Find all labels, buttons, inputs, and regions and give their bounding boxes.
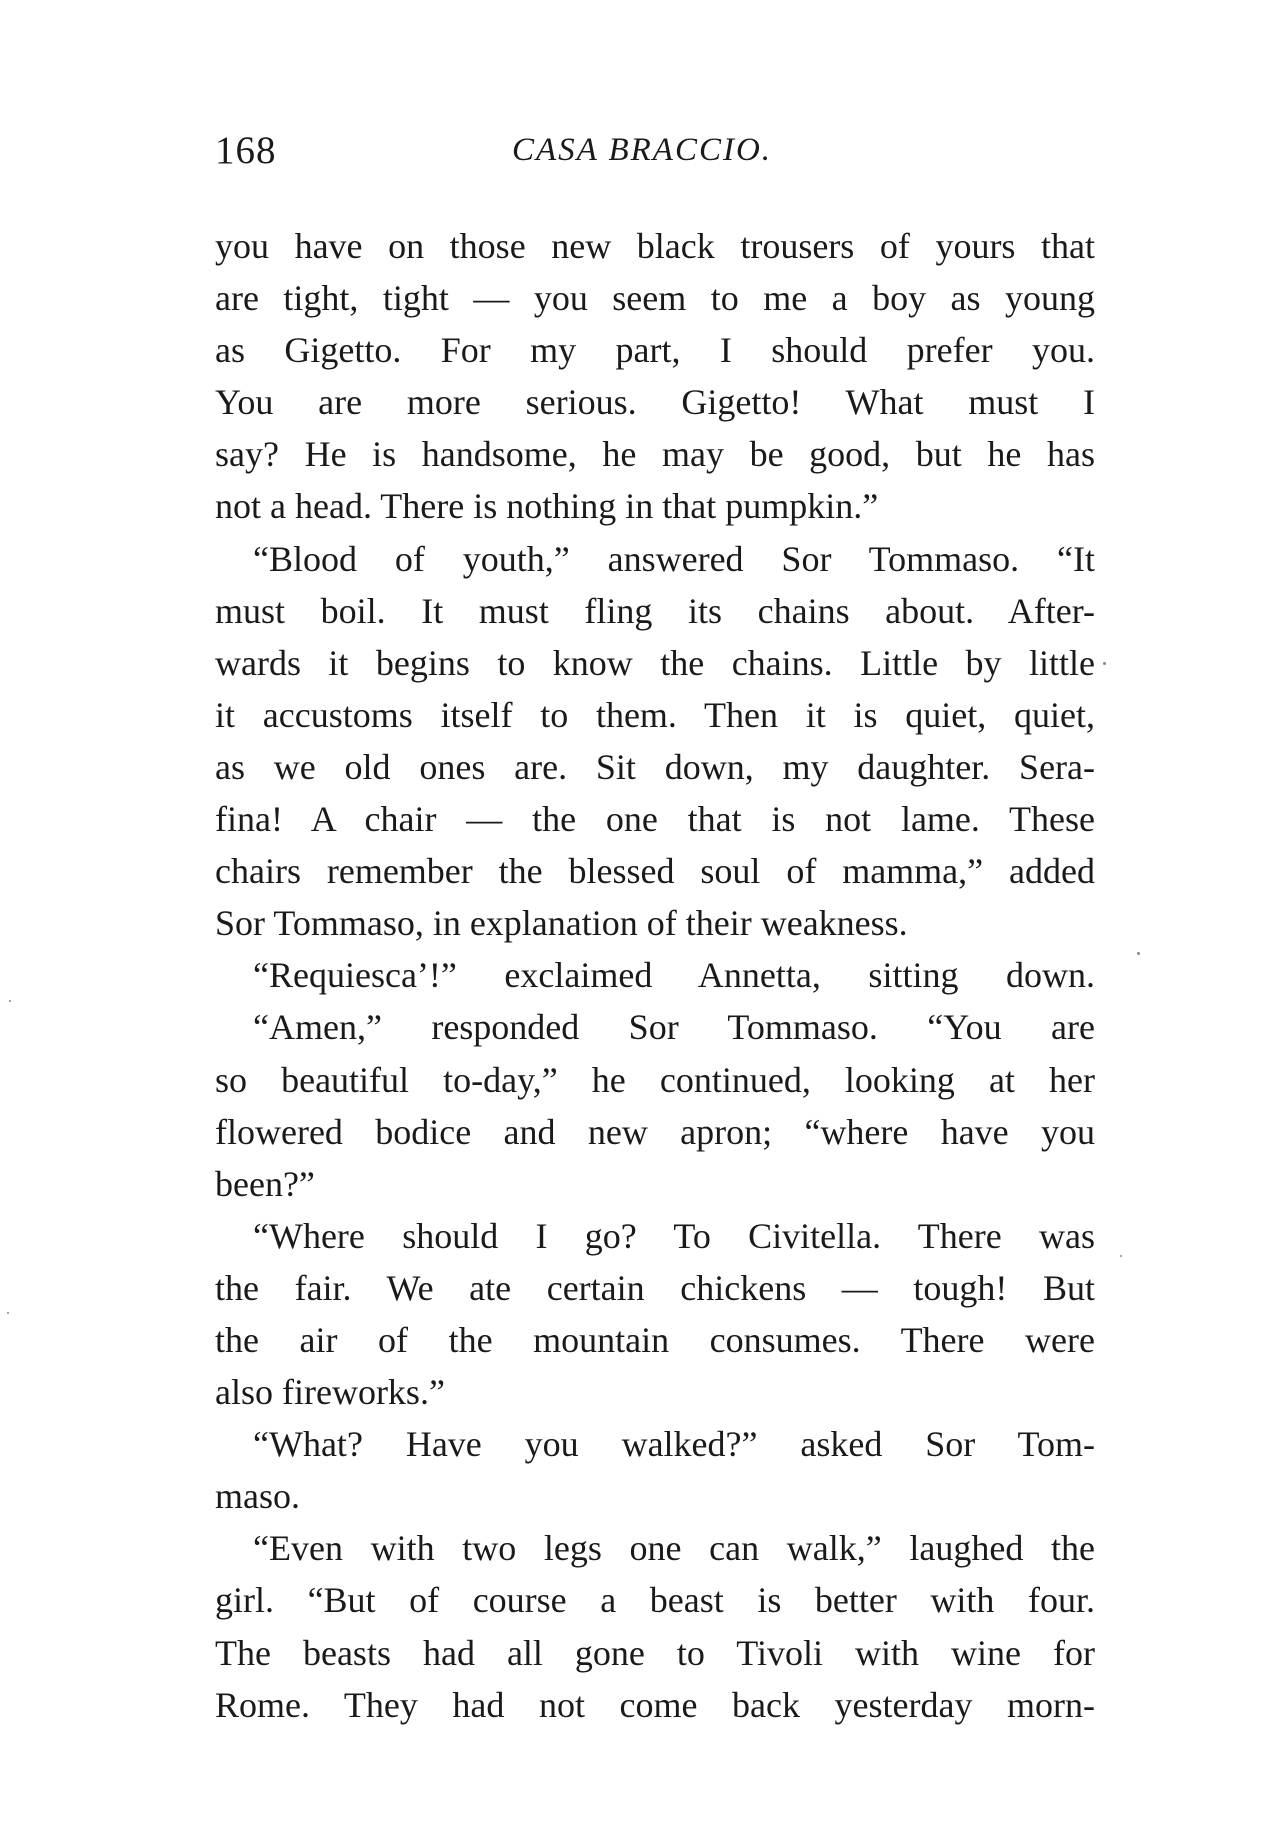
text-line: “Amen,” responded Sor Tommaso. “You are <box>253 1007 1095 1048</box>
text-line: also fireworks.” <box>215 1372 445 1413</box>
paper-speck <box>7 1312 9 1314</box>
text-line: “Even with two legs one can walk,” laughed the <box>253 1528 1095 1569</box>
paper-speck <box>9 1000 11 1002</box>
text-line: You are more serious. Gigetto! What must I <box>215 382 1095 423</box>
text-line: it accustoms itself to them. Then it is quiet, quiet, <box>215 694 1095 735</box>
text-line: as we old ones are. Sit down, my daughter. Sera- <box>215 746 1095 787</box>
text-line: wards it begins to know the chains. Little by little <box>215 642 1095 683</box>
text-line: “Where should I go? To Civitella. There was <box>253 1215 1095 1256</box>
text-line: been?” <box>215 1163 315 1204</box>
paper-speck <box>1120 1255 1122 1257</box>
text-line: are tight, tight — you seem to me a boy as young <box>215 278 1095 319</box>
text-line: as Gigetto. For my part, I should prefer you. <box>215 330 1095 371</box>
running-title: CASA BRACCIO. <box>512 132 773 168</box>
text-line: say? He is handsome, he may be good, but he has <box>215 434 1095 475</box>
text-line: chairs remember the blessed soul of mamma,” added <box>215 851 1095 892</box>
text-line: “What? Have you walked?” asked Sor Tom- <box>253 1424 1095 1465</box>
text-line: Rome. They had not come back yesterday morn- <box>215 1684 1095 1725</box>
text-line: you have on those new black trousers of yours that <box>215 226 1095 266</box>
running-head <box>215 128 1095 178</box>
paper-speck <box>1103 662 1106 665</box>
text-line: the fair. We ate certain chickens — tough! But <box>215 1267 1095 1308</box>
text-line: “Requiesca’!” exclaimed Annetta, sitting down. <box>253 955 1095 996</box>
text-line: must boil. It must fling its chains about. After- <box>215 590 1095 631</box>
text-line: maso. <box>215 1476 300 1517</box>
text-line: not a head. There is nothing in that pumpkin.” <box>215 486 879 527</box>
text-line: girl. “But of course a beast is better with four. <box>215 1580 1095 1621</box>
text-line: so beautiful to-day,” he continued, looking at her <box>215 1059 1095 1100</box>
text-line: the air of the mountain consumes. There were <box>215 1319 1095 1360</box>
page-number: 168 <box>215 129 277 172</box>
text-line: flowered bodice and new apron; “where have you <box>215 1111 1095 1152</box>
paper-speck <box>1137 952 1140 955</box>
text-line: “Blood of youth,” answered Sor Tommaso. “It <box>253 538 1095 579</box>
text-line: Sor Tommaso, in explanation of their weakness. <box>215 903 908 944</box>
body-text <box>215 220 1095 1731</box>
text-line: The beasts had all gone to Tivoli with wine for <box>215 1632 1095 1673</box>
text-line: fina! A chair — the one that is not lame. These <box>215 799 1095 840</box>
